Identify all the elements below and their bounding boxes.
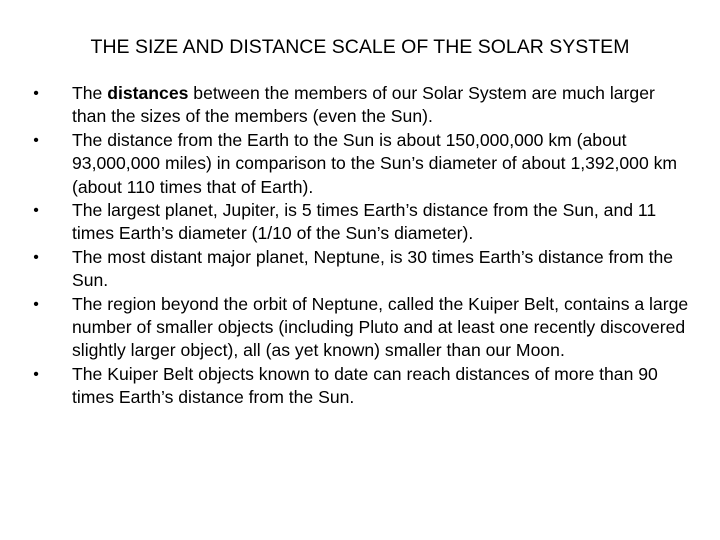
bullet-list: [30, 82, 690, 410]
bullet-text-suffix: between the members of our Solar System are much larger than the sizes of the members (even the Sun).: [72, 83, 655, 127]
bullet-marker: •: [33, 295, 39, 313]
bullet-text: The region beyond the orbit of Neptune, called the Kuiper Belt, contains a large number of smaller objects (including Pluto and at least one recently discovered slightly larger object), all (as yet known) smaller than our Moon.: [72, 293, 689, 361]
bullet-item: [30, 363, 690, 410]
bullet-text: The most distant major planet, Neptune, is 30 times Earth’s distance from the Sun.: [72, 246, 674, 291]
bullet-marker: •: [33, 202, 39, 220]
bullet-text: The distance from the Earth to the Sun is about 150,000,000 km (about 93,000,000 miles) in comparison to the Sun’s diameter of about 1,392,000 km (about 110 times that of Earth).: [72, 129, 678, 197]
slide-title: THE SIZE AND DISTANCE SCALE OF THE SOLAR SYSTEM: [90, 36, 630, 58]
bullet-item: [30, 82, 690, 129]
bullet-item: [30, 293, 690, 363]
bullet-item: [30, 199, 690, 246]
bullet-marker: •: [33, 248, 39, 266]
bullet-marker: •: [33, 131, 39, 149]
bullet-item: [30, 246, 690, 293]
bullet-text: The Kuiper Belt objects known to date can reach distances of more than 90 times Earth’s distance from the Sun.: [72, 363, 658, 408]
bullet-text-emphasis: distances: [107, 83, 189, 103]
bullet-text: The largest planet, Jupiter, is 5 times Earth’s distance from the Sun, and 11 times Earth’s diameter (1/10 of the Sun’s diameter).: [72, 200, 657, 244]
bullet-marker: •: [33, 365, 39, 383]
bullet-marker: •: [33, 85, 39, 102]
bullet-text-prefix: The: [72, 83, 108, 103]
bullet-item: [30, 129, 690, 199]
